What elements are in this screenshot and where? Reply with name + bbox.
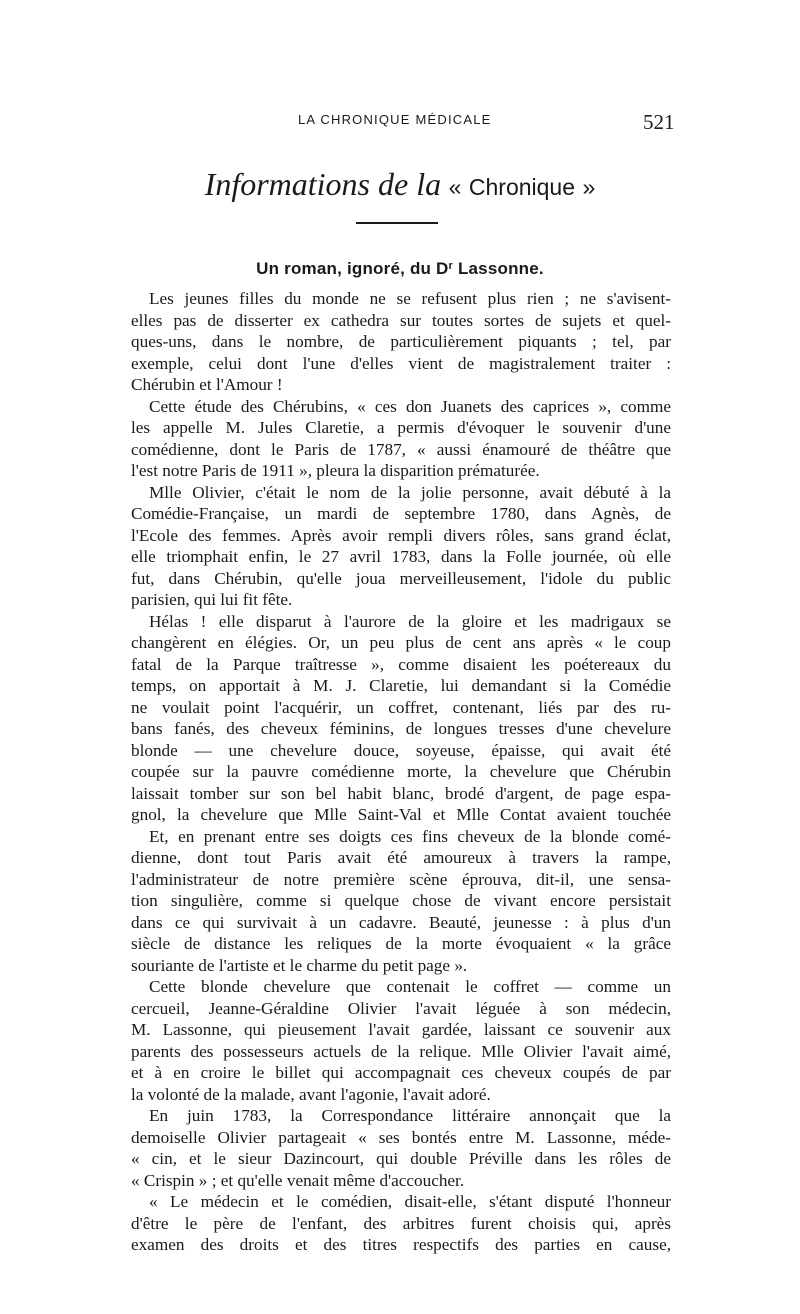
text-line: d'être le père de l'enfant, des arbitres furent choisis qui, après: [131, 1213, 671, 1233]
text-line: laissait tomber sur son bel habit blanc, brodé d'argent, de page espa-: [131, 783, 671, 803]
text-line: Les jeunes filles du monde ne se refusent plus rien ; ne s'avisent-: [149, 289, 671, 308]
text-line: Et, en prenant entre ses doigts ces fins cheveux de la blonde comé-: [149, 826, 671, 846]
page-number: 521: [643, 110, 675, 134]
text-line: Mlle Olivier, c'était le nom de la jolie personne, avait débuté à la: [149, 482, 671, 502]
text-line: coupée sur la pauvre comédienne morte, la chevelure que Chérubin: [131, 762, 671, 781]
text-line: temps, on apportait à M. J. Claretie, lui demandant si la Comédie: [131, 676, 671, 695]
section-title-italic: Informations de la: [204, 166, 442, 202]
text-line: « Le médecin et le comédien, disait-elle, s'étant disputé l'honneur: [149, 1192, 671, 1211]
text-line: demoiselle Olivier partageait « ses bontés entre M. Lassonne, méde-: [131, 1127, 671, 1147]
text-line: Hélas ! elle disparut à l'aurore de la gloire et les madrigaux se: [149, 611, 671, 631]
text-line: gnol, la chevelure que Mlle Saint-Val et Mlle Contat avaient touchée: [131, 805, 671, 824]
text-line: « cin, et le sieur Dazincourt, qui double Préville dans les rôles de: [131, 1149, 671, 1168]
article-title-suffix: Lassonne.: [453, 259, 544, 278]
text-line: fut, dans Chérubin, qu'elle joua merveilleusement, l'idole du public: [131, 568, 671, 588]
section-title-word: Chronique: [468, 174, 576, 200]
text-line: tion singulière, comme si quelque chose de vivant encore persistait: [131, 891, 671, 910]
text-line: bans fanés, des cheveux féminins, de longues tresses d'une chevelure: [131, 719, 671, 738]
text-line: ques-uns, dans le nombre, de particulièrement piquants ; tel, par: [131, 332, 671, 351]
text-line: fatal de la Parque traîtresse », comme disaient les poétereaux du: [131, 654, 671, 674]
text-line: Cette blonde chevelure que contenait le coffret — comme un: [149, 977, 671, 996]
text-line: siècle de distance les reliques de la morte évoquaient « la grâce: [131, 934, 671, 953]
article-body: [131, 288, 671, 1256]
section-title-close-quote: »: [582, 174, 596, 200]
section-title: [0, 166, 800, 203]
text-line: et à en croire le billet qui accompagnait ces cheveux coupés de par: [131, 1063, 671, 1082]
article-title-superscript: r: [448, 260, 454, 272]
text-line: la volonté de la malade, avant l'agonie, l'avait adoré.: [131, 1084, 491, 1104]
text-line: dienne, dont tout Paris avait été amoureux à travers la rampe,: [131, 848, 671, 867]
text-line: Chérubin et l'Amour !: [131, 375, 283, 394]
text-line: l'administrateur de notre première scène éprouva, dit-il, une sensa-: [131, 869, 671, 889]
text-line: dans ce qui survivait à un cadavre. Beauté, jeunesse : à plus d'un: [131, 912, 671, 932]
text-line: souriante de l'artiste et le charme du petit page ».: [131, 955, 468, 975]
text-line: parisien, qui lui fit fête.: [131, 590, 293, 609]
text-line: exemple, celui dont l'une d'elles vient de magistralement traiter :: [131, 353, 671, 373]
title-divider: [356, 222, 438, 224]
running-title: LA CHRONIQUE MÉDICALE: [298, 112, 492, 127]
text-line: cercueil, Jeanne-Géraldine Olivier l'avait léguée à son médecin,: [131, 998, 671, 1018]
text-line: parents des possesseurs actuels de la relique. Mlle Olivier l'avait aimé,: [131, 1041, 671, 1061]
section-title-open-quote: «: [448, 174, 462, 200]
text-line: En juin 1783, la Correspondance littéraire annonçait que la: [149, 1106, 671, 1125]
text-line: l'est notre Paris de 1911 », pleura la disparition prématurée.: [131, 461, 540, 480]
text-line: elle triomphait enfin, le 27 avril 1783, dans la Folle journée, où elle: [131, 547, 671, 566]
article-title-prefix: Un roman, ignoré, du D: [256, 259, 449, 278]
text-line: examen des droits et des titres respectifs des parties en cause,: [131, 1235, 671, 1254]
text-line: « Crispin » ; et qu'elle venait même d'accoucher.: [131, 1170, 465, 1190]
text-line: comédienne, dont le Paris de 1787, « aussi énamouré de théâtre que: [131, 439, 671, 459]
text-line: M. Lassonne, qui pieusement l'avait gardée, laissant ce souvenir aux: [131, 1020, 671, 1039]
text-line: blonde — une chevelure douce, soyeuse, épaisse, qui avait été: [131, 740, 671, 760]
text-line: les appelle M. Jules Claretie, a permis d'évoquer le souvenir d'une: [131, 418, 671, 437]
article-title: [0, 259, 800, 279]
text-line: Comédie-Française, un mardi de septembre 1780, dans Agnès, de: [131, 504, 671, 523]
text-line: ne voulait point l'acquérir, un coffret, contenant, liés par des ru-: [131, 697, 671, 717]
text-line: elles pas de disserter ex cathedra sur toutes sortes de sujets et quel-: [131, 310, 671, 330]
text-line: changèrent en élégies. Or, un peu plus de cent ans après « le coup: [131, 633, 671, 652]
text-line: l'Ecole des femmes. Après avoir rempli divers rôles, sans grand éclat,: [131, 525, 671, 545]
running-header: [0, 112, 800, 136]
text-line: Cette étude des Chérubins, « ces don Juanets des caprices », comme: [149, 396, 671, 416]
